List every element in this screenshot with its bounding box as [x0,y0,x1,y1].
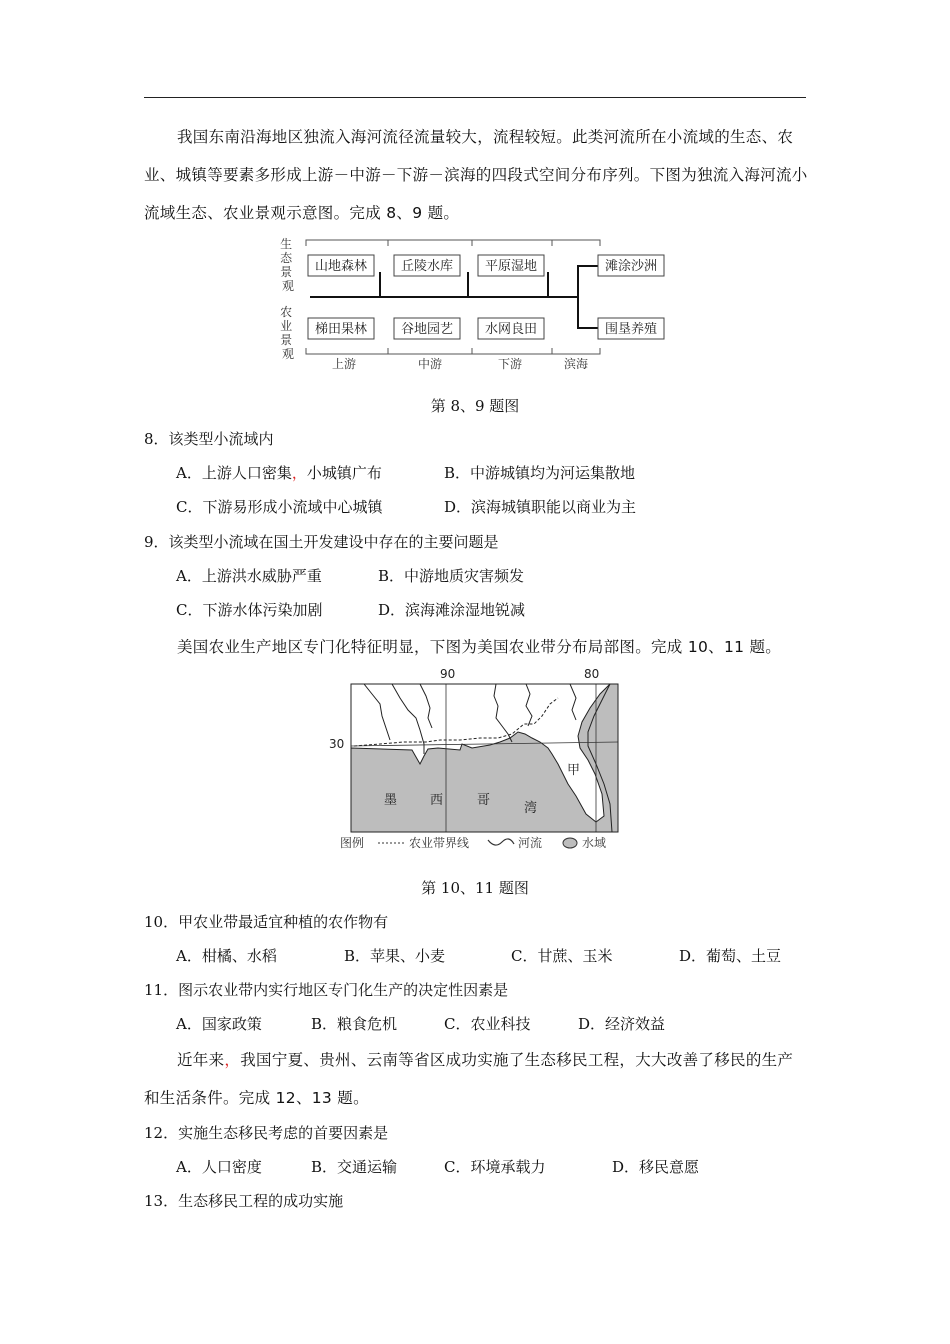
q12-option-c[interactable]: C．环境承载力 [444,1158,546,1176]
segment-label: 上游 [331,357,357,371]
box-label: 平原湿地 [484,259,538,274]
row-label-top-char: 观 [281,279,295,293]
question-11-stem: 11．图示农业带内实行地区专门化生产的决定性因素是 [144,981,509,999]
q11-option-b[interactable]: B．粮食危机 [311,1015,398,1033]
question-9-stem: 9．该类型小流域在国土开发建设中存在的主要问题是 [144,533,499,551]
legend-water-label: 水域 [582,836,607,850]
q8-option-b[interactable]: B．中游城镇均为河运集散地 [444,464,636,482]
box-label: 谷地园艺 [400,322,454,337]
question-13-stem: 13．生态移民工程的成功实施 [144,1192,344,1210]
intro-paragraph-1: 我国东南沿海地区独流入海河流径流量较大，流程较短。此类河流所在小流域的生态、农业、城镇等要素多形成上游－中游－下游－滨海的四段式空间分布序列。下图为独流入海河流小流域生态、农业景观示意图。完成 8、9 题。 [144,128,808,222]
row-label-bottom [280,305,296,361]
segment-label: 下游 [497,357,523,371]
q11-option-d[interactable]: D．经济效益 [578,1015,666,1033]
water-icon [563,838,577,848]
sea-label-char: 哥 [477,793,491,808]
q12-option-a[interactable]: A．人口密度 [176,1158,262,1176]
gulf-water [351,684,618,832]
q8-option-d[interactable]: D．滨海城镇职能以商业为主 [444,498,637,516]
watershed-landscape-diagram [282,230,672,376]
figure-caption-1: 第 8、9 题图 [430,397,520,415]
q11-option-a[interactable]: A．国家政策 [176,1015,262,1033]
question-12-stem: 12．实施生态移民考虑的首要因素是 [144,1124,389,1142]
latitude-label-30: 30 [329,737,345,751]
q8-option-a[interactable]: A．上游人口密集，小城镇广布 [176,464,382,482]
q10-option-a[interactable]: A．柑橘、水稻 [176,947,277,965]
q10-option-b[interactable]: B．苹果、小麦 [344,947,446,965]
q12-option-b[interactable]: B．交通运输 [311,1158,398,1176]
box-label: 山地森林 [314,259,368,274]
box-label: 滩涂沙洲 [604,259,658,274]
box-label: 围垦养殖 [604,322,658,337]
longitude-label-90: 90 [440,667,456,681]
intro-paragraph-2: 美国农业生产地区专门化特征明显，下图为美国农业带分布局部图。完成 10、11 题。 [177,638,782,656]
q10-option-d[interactable]: D．葡萄、土豆 [679,947,782,965]
row-label-bottom-char: 观 [281,347,295,361]
q9-option-b[interactable]: B．中游地质灾害频发 [378,567,525,585]
q8-option-c[interactable]: C．下游易形成小流域中心城镇 [176,498,383,516]
question-8-stem: 8．该类型小流域内 [144,430,274,448]
sea-label-char: 西 [430,793,444,808]
box-label: 水网良田 [484,322,538,337]
row-label-bottom-char: 农 [280,305,293,319]
sea-label-char: 湾 [524,801,538,816]
row-label-bottom-char: 景 [280,333,293,347]
q10-option-c[interactable]: C．甘蔗、玉米 [511,947,613,965]
longitude-label-80: 80 [584,667,600,681]
header-rule [144,97,806,98]
box-label: 丘陵水库 [400,259,454,274]
row-label-top-char: 生 [280,237,293,251]
us-agriculture-belt-map [320,664,630,854]
intro-paragraph-3: 近年来，我国宁夏、贵州、云南等省区成功实施了生态移民工程，大大改善了移民的生产和生活条件。完成 12、13 题。 [144,1051,794,1107]
river-icon [488,839,514,845]
row-label-top-char: 景 [280,265,293,279]
q9-option-d[interactable]: D．滨海滩涂湿地锐减 [378,601,526,619]
segment-label: 中游 [417,357,443,371]
figure-caption-2: 第 10、11 题图 [421,879,529,897]
legend-river-label: 河流 [518,836,543,850]
region-jia-label: 甲 [567,763,581,778]
q12-option-d[interactable]: D．移民意愿 [612,1158,700,1176]
q9-option-c[interactable]: C．下游水体污染加剧 [176,601,323,619]
box-label: 梯田果林 [314,322,368,337]
legend-boundary-label: 农业带界线 [409,836,470,850]
row-label-bottom-char: 业 [280,319,293,333]
row-label-top [280,236,296,293]
segment-label: 滨海 [563,357,589,371]
q9-option-a[interactable]: A．上游洪水威胁严重 [176,567,322,585]
question-10-stem: 10．甲农业带最适宜种植的农作物有 [144,913,389,931]
row-label-top-char: 态 [280,251,293,265]
sea-label-char: 墨 [384,793,398,808]
q11-option-c[interactable]: C．农业科技 [444,1015,531,1033]
legend-title: 图例 [340,836,365,850]
